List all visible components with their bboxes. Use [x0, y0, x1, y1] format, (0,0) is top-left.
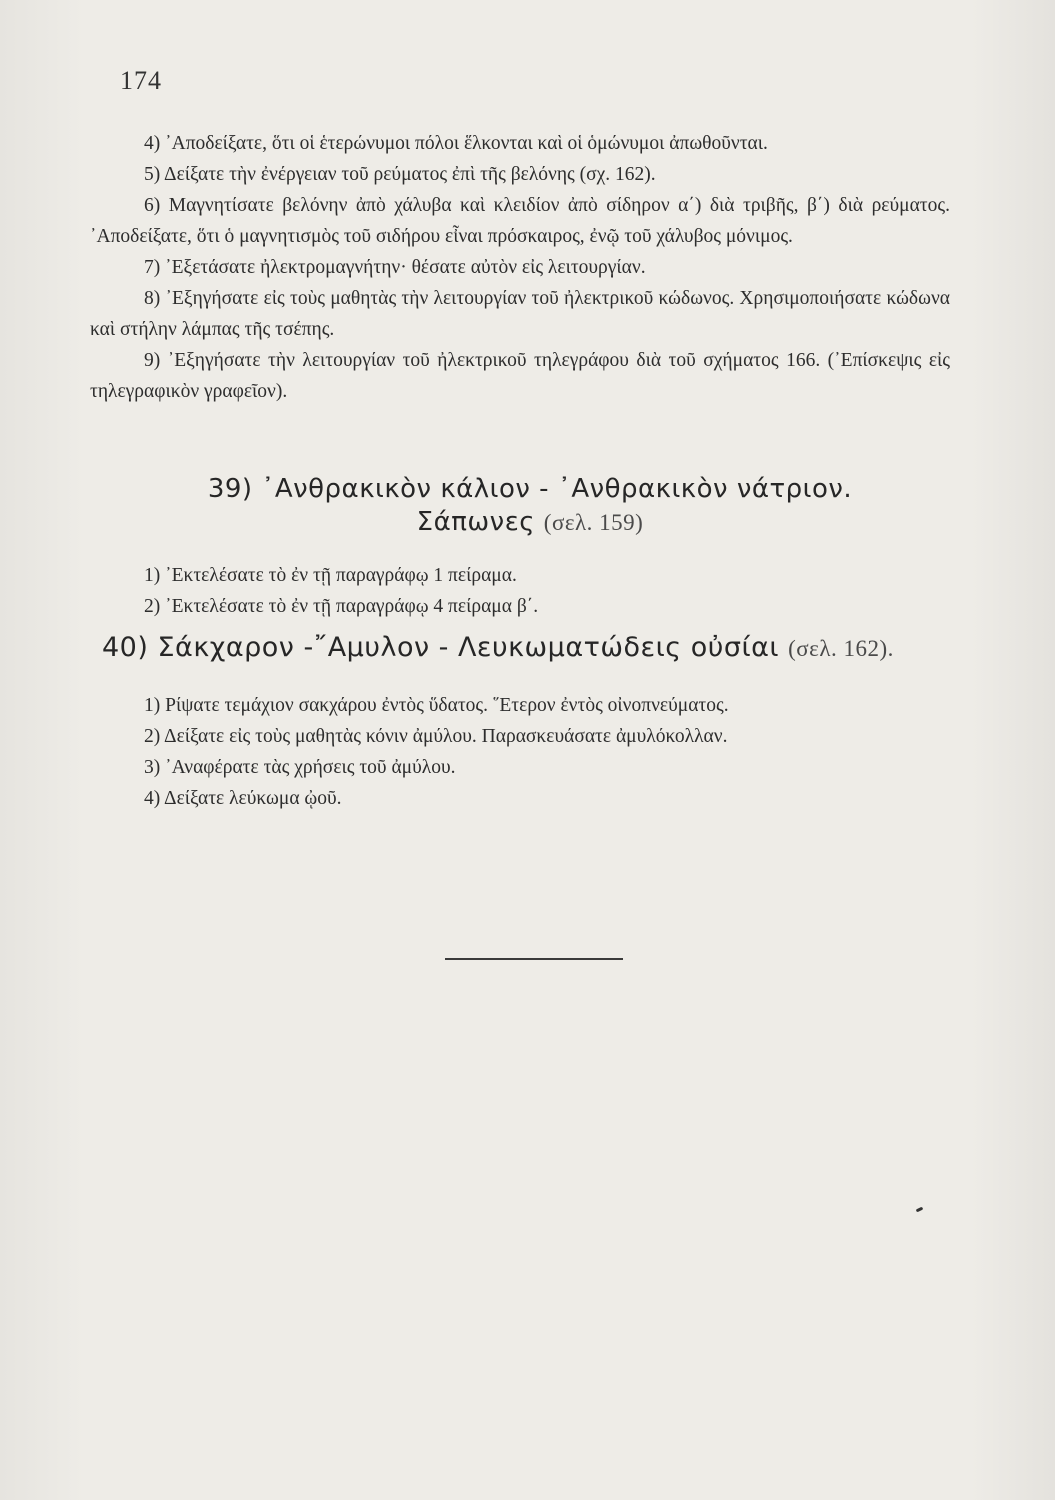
exercise-item: 2) ᾿Εκτελέσατε τὸ ἐν τῇ παραγράφῳ 4 πείραμα β΄. [144, 596, 539, 617]
exercise-item: 1) ᾿Εκτελέσατε τὸ ἐν τῇ παραγράφῳ 1 πείραμα. [144, 565, 517, 586]
section-end-rule [445, 958, 623, 960]
exercise-item: 4) Δείξατε λεύκωμα ᾠοῦ. [144, 788, 342, 809]
section-39-page-ref: (σελ. 159) [543, 510, 644, 535]
section-40-heading [102, 632, 962, 663]
exercise-item: 7) ᾿Εξετάσατε ἠλεκτρομαγνήτην· θέσατε αὐτὸν εἰς λειτουργίαν. [144, 257, 646, 278]
section-40-title: 40) Σάκχαρον -῎Αμυλον - Λευκωματώδεις οὐσίαι [102, 632, 780, 663]
exercise-item: 3) ᾿Αναφέρατε τὰς χρήσεις τοῦ ἀμύλου. [144, 757, 456, 778]
section-38-exercises [90, 128, 950, 407]
exercise-item: 6) Μαγνητίσατε βελόνην ἀπὸ χάλυβα καὶ κλειδίον ἀπὸ σίδηρον α΄) διὰ τριβῆς, β΄) διὰ ρεύματος. ᾿Αποδείξατε, ὅτι ὁ μαγνητισμὸς τοῦ σιδήρου εἶναι πρόσκαιρος, ἐνῷ τοῦ χάλυβος μόνιμος. [90, 195, 950, 247]
exercise-item: 2) Δείξατε εἰς τοὺς μαθητὰς κόνιν ἀμύλου. Παρασκευάσατε ἀμυλόκολλαν. [144, 726, 728, 747]
exercise-item: 5) Δείξατε τὴν ἐνέργειαν τοῦ ρεύματος ἐπὶ τῆς βελόνης (σχ. 162). [144, 164, 656, 185]
exercise-item: 4) ᾿Αποδείξατε, ὅτι οἱ ἑτερώνυμοι πόλοι ἕλκονται καὶ οἱ ὁμώνυμοι ἀπωθοῦνται. [144, 133, 768, 154]
exercise-item: 9) ᾿Εξηγήσατε τὴν λειτουργίαν τοῦ ἠλεκτρικοῦ τηλεγράφου διὰ τοῦ σχήματος 166. (᾿Επίσκεψις εἰς τηλεγραφικὸν γραφεῖον). [90, 350, 950, 402]
ink-speck [916, 1207, 924, 1213]
section-39-heading-line2 [90, 507, 970, 537]
section-39-exercises [90, 560, 950, 622]
section-39-subtitle: Σάπωνες [416, 507, 536, 537]
exercise-item: 8) ᾿Εξηγήσατε εἰς τοὺς μαθητὰς τὴν λειτουργίαν τοῦ ἠλεκτρικοῦ κώδωνος. Χρησιμοποιήσατε κώδωνα καὶ στήλην λάμπας τῆς τσέπης. [90, 288, 950, 340]
page-number: 174 [120, 66, 162, 95]
section-40-exercises [90, 690, 950, 814]
exercise-item: 1) Ρίψατε τεμάχιον σακχάρου ἐντὸς ὕδατος. ῞Ετερον ἐντὸς οἰνοπνεύματος. [144, 695, 729, 716]
section-39-heading: 39) ᾿Ανθρακικὸν κάλιον - ᾿Ανθρακικὸν νάτριον. [207, 474, 853, 504]
section-40-page-ref: (σελ. 162). [788, 636, 894, 661]
